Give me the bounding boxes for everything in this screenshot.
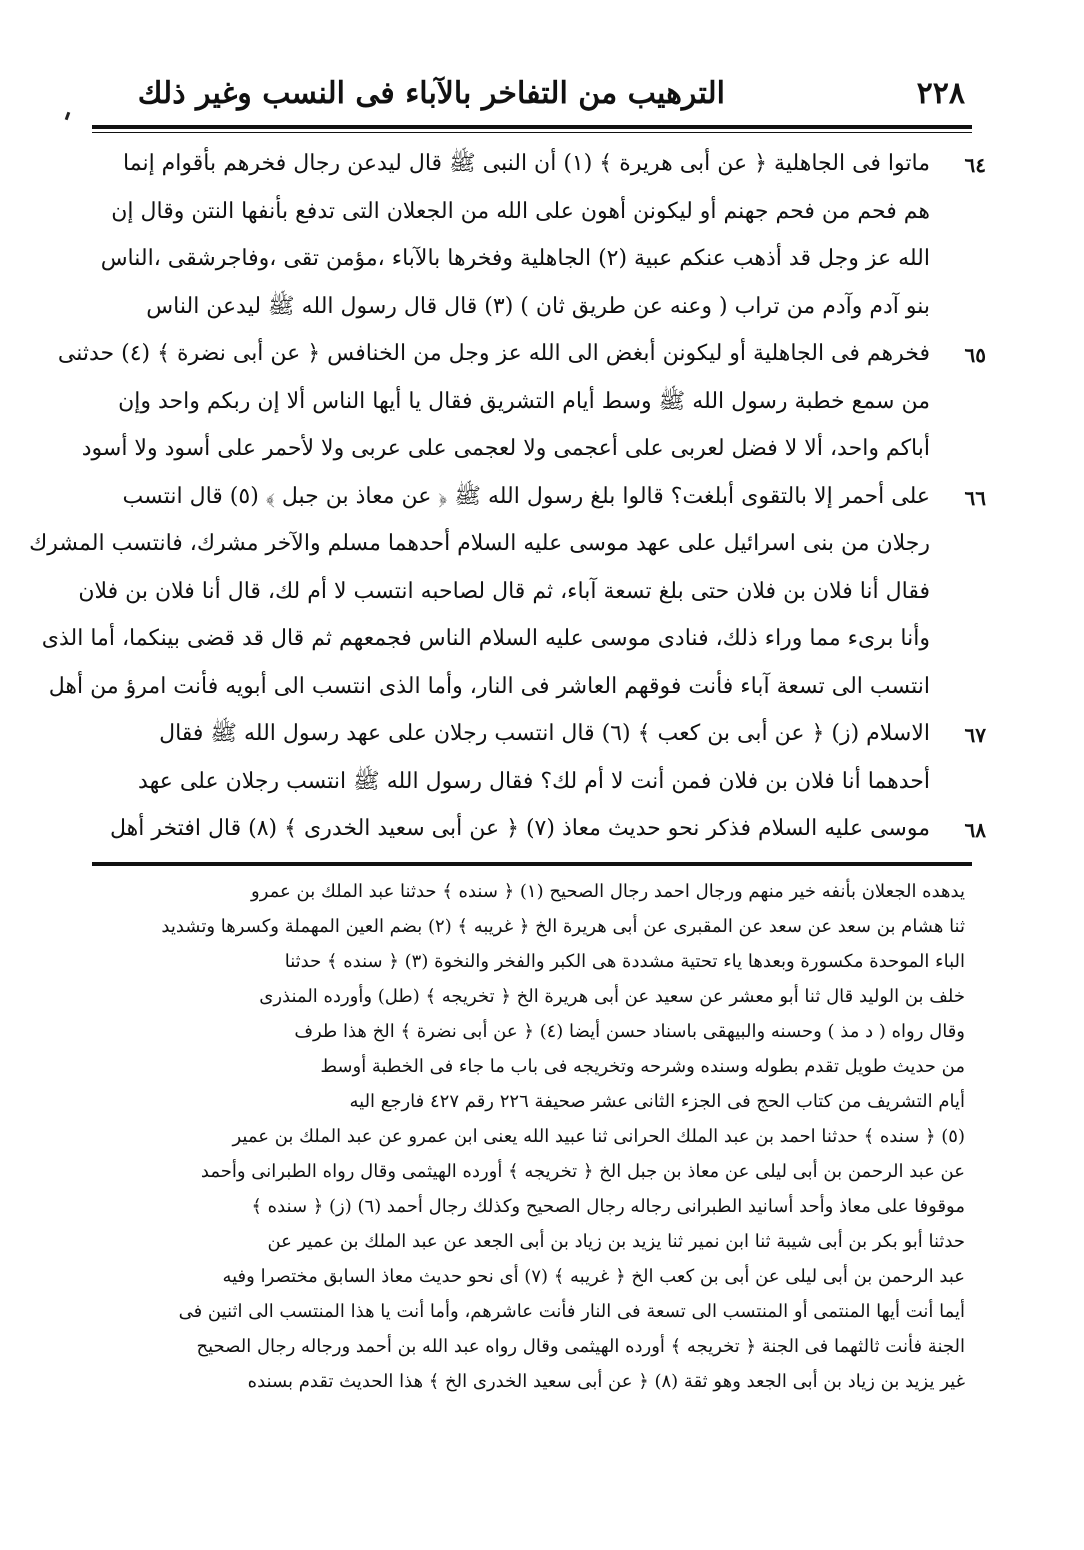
main-text-line: من سمع خطبة رسول الله ﷺ وسط أيام التشريق فقال يا أيها الناس ألا إن ربكم واحد وإن bbox=[118, 388, 930, 414]
main-text-line: فقال أنا فلان بن فلان حتى بلغ تسعة آباء، ثم قال لصاحبه انتسب لا أم لك، قال أنا فلان بن فلان bbox=[78, 578, 930, 604]
hadith-number: ٦٦ bbox=[964, 485, 986, 510]
footnotes bbox=[85, 874, 965, 1399]
footnote-line: موقوفا على معاذ وأحد أسانيد الطبرانى رجاله رجال الصحيح وكذلك رجال أحمد (٦) (ز) ﴿ سنده ﴾ bbox=[251, 1196, 965, 1217]
footnote-line: يدهده الجعلان بأنفه خير منهم ورجال احمد رجال الصحيح (١) ﴿ سنده ﴾ حدثنا عبد الملك بن عمرو bbox=[251, 881, 965, 902]
hadith-number: ٦٤ bbox=[964, 153, 986, 177]
footnote-line: أيما أنت أيها المنتمى أو المنتسب الى تسعة فى النار فأنت عاشرهم، وأما أنت يا هذا المنتسب الى اثنين فى bbox=[178, 1301, 965, 1322]
header-rule bbox=[92, 125, 972, 129]
main-text-line: الاسلام (ز) ﴿ عن أبى بن كعب ﴾ (٦) قال انتسب رجلان على عهد رسول الله ﷺ فقال bbox=[159, 721, 930, 746]
main-text bbox=[29, 140, 930, 853]
footnote-line: خلف بن الوليد قال ثنا أبو معشر عن سعيد عن أبى هريرة الخ ﴿ تخريجه ﴾ (طل) وأورده المنذرى bbox=[259, 986, 965, 1007]
main-text-line: وأنا برىء مما وراء ذلك، فنادى موسى عليه السلام الناس فجمعهم ثم قال قد قضى بينكما، أما الذى bbox=[41, 626, 930, 651]
main-text-line: أباكم واحد، ألا لا فضل لعربى على أعجمى ولا لعجمى على عربى ولا لأحمر على أسود ولا أسود bbox=[81, 436, 930, 461]
footnote-line: الباء الموحدة مكسورة وبعدها ياء تحتية مشددة هى الكبر والفخر والنخوة (٣) ﴿ سنده ﴾ حدثنا bbox=[284, 951, 965, 972]
main-text-line: فخرهم فى الجاهلية أو ليكونن أبغض الى الله عز وجل من الخنافس ﴿ عن أبى نضرة ﴾ (٤) حدثنى bbox=[57, 341, 930, 366]
footnote-line: الجنة فأنت ثالثهما فى الجنة ﴿ تخريجه ﴾ أورده الهيثمى وقال رواه عبد الله بن أحمد ورجاله رجال الصحيح bbox=[196, 1336, 965, 1357]
footnote-line: (٥) ﴿ سنده ﴾ حدثنا احمد بن عبد الملك الحرانى ثنا عبيد الله يعنى ابن عمرو عن عبد الملك بن عمير bbox=[232, 1126, 965, 1147]
hadith-number: ٦٨ bbox=[964, 818, 986, 842]
footnote-line: حدثنا أبو بكر بن أبى شيبة ثنا ابن نمير ثنا يزيد بن زياد بن أبى الجعد عن عبد الملك بن عمير عن bbox=[267, 1231, 965, 1252]
footnote-line: أيام التشريف من كتاب الحج فى الجزء الثانى عشر صحيفة ٢٢٦ رقم ٤٢٧ فارجع اليه bbox=[349, 1091, 965, 1112]
main-text-line: على أحمر إلا بالتقوى أبلغت؟ قالوا بلغ رسول الله ﷺ ﴿ عن معاذ بن جبل ﴾ (٥) قال انتسب bbox=[122, 483, 930, 509]
hadith-number: ٦٧ bbox=[964, 723, 986, 747]
footnote-line: عبد الرحمن بن أبى ليلى عن أبى بن كعب الخ ﴿ غريبه ﴾ (٧) أى نحو حديث معاذ السابق مختصرا وفيه bbox=[222, 1266, 965, 1287]
margin-mark bbox=[65, 112, 71, 121]
footnote-line: ثنا هشام بن سعد عن سعد عن المقبرى عن أبى هريرة الخ ﴿ غريبه ﴾ (٢) بضم العين المهملة وكسرها وتشديد bbox=[161, 916, 965, 937]
page-header bbox=[95, 70, 965, 120]
header-rule-thin bbox=[92, 132, 972, 133]
footnote-line: عن عبد الرحمن بن أبى ليلى عن معاذ بن جبل الخ ﴿ تخريجه ﴾ أورده الهيثمى وقال رواه الطبرانى وأحمد bbox=[200, 1161, 965, 1182]
main-text-line: هم فحم من فحم جهنم أو ليكونن أهون على الله من الجعلان التى تدفع بأنفها النتن وقال إن bbox=[111, 198, 930, 224]
main-text-line: رجلان من بنى اسرائيل على عهد موسى عليه السلام أحدهما مسلم والآخر مشرك، فانتسب المشرك bbox=[29, 531, 930, 556]
footnote-line: غير يزيد بن زياد بن أبى الجعد وهو ثقة (٨) ﴿ عن أبى سعيد الخدرى الخ ﴾ هذا الحديث تقدم بسنده bbox=[247, 1371, 965, 1392]
main-text-line: انتسب الى تسعة آباء فأنت فوقهم العاشر فى النار، وأما الذى انتسب الى أبويه فأنت امرؤ من أهل bbox=[48, 673, 930, 699]
running-title: الترهيب من التفاخر بالآباء فى النسب وغير ذلك bbox=[137, 76, 725, 111]
main-text-line: ماتوا فى الجاهلية ﴿ عن أبى هريرة ﴾ (١) أن النبى ﷺ قال ليدعن رجال فخرهم بأقوام إنما bbox=[123, 151, 930, 176]
footnote-rule bbox=[92, 862, 972, 866]
footnote-line: من حديث طويل تقدم بطوله وسنده وشرحه وتخريجه فى باب ما جاء فى الخطبة أوسط bbox=[320, 1056, 965, 1077]
main-text-line: أحدهما أنا فلان بن فلان فمن أنت لا أم لك؟ فقال رسول الله ﷺ انتسب رجلان على عهد bbox=[138, 768, 930, 794]
page-number: ٢٢٨ bbox=[916, 76, 965, 111]
main-text-line: موسى عليه السلام فذكر نحو حديث معاذ (٧) ﴿ عن أبى سعيد الخدرى ﴾ (٨) قال افتخر أهل bbox=[109, 816, 930, 841]
footnote-line: وقال رواه ( د مذ ) وحسنه والبيهقى باسناد حسن أيضا (٤) ﴿ عن أبى نضرة ﴾ الخ هذا طرف bbox=[294, 1021, 965, 1042]
main-text-line: الله عز وجل قد أذهب عنكم عبية (٢) الجاهلية وفخرها بالآباء ،مؤمن تقى ،وفاجرشقى ،الناس bbox=[100, 246, 930, 271]
hadith-number: ٦٥ bbox=[964, 343, 986, 367]
main-text-line: بنو آدم وآدم من تراب ( وعنه عن طريق ثان ) (٣) قال قال رسول الله ﷺ ليدعن الناس bbox=[146, 293, 930, 319]
